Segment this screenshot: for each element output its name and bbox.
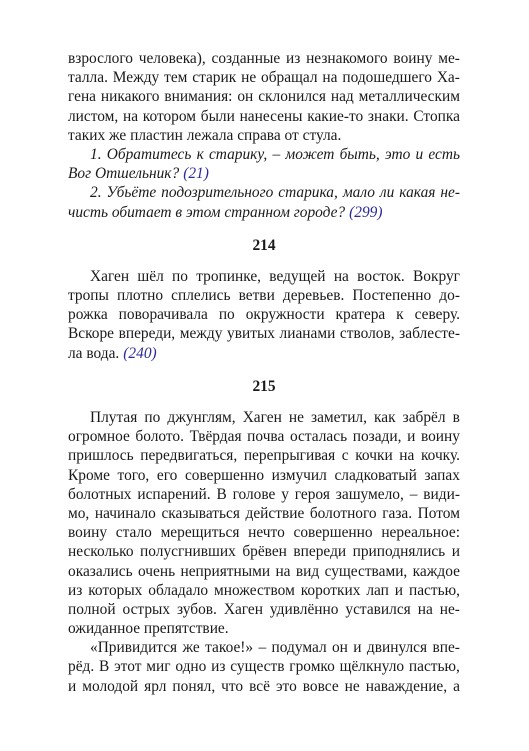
section-link-240[interactable]: (240) <box>123 344 157 362</box>
text-line: Плутая по джунглям, Хаген не заметил, как забрёл в <box>90 409 460 426</box>
choice-option-1 <box>68 145 460 183</box>
paragraph <box>68 408 460 638</box>
section-link-299[interactable]: (299) <box>349 203 383 221</box>
text-line: тропы плотно сплелись ветви деревьев. Постепенно до- <box>68 287 460 305</box>
text-line: Кроме того, его совершенно измучил сладковатый запах <box>68 466 460 484</box>
paragraph <box>68 49 460 145</box>
section-link-21[interactable]: (21) <box>183 165 209 183</box>
text-line: Вскоре впереди, между увитых лианами стволов, заблесте- <box>68 325 460 343</box>
text-line: взрослого человека), созданные из незнакомого воину ме- <box>68 50 460 67</box>
paragraph-text: ла вода. <box>68 344 120 362</box>
text-line: листом, на котором были нанесены какие-то знаки. Стопка <box>68 107 460 125</box>
text-line <box>68 203 460 222</box>
paragraph <box>68 638 460 696</box>
text-line: 2. Убьёте подозрительного старика, мало ли какая не- <box>90 184 460 202</box>
paragraph <box>68 267 460 363</box>
text-line <box>68 164 460 183</box>
text-line: 1. Обратитесь к старику, – может быть, это и есть <box>90 145 460 163</box>
text-line: воину стало мерещиться нечто совершенно нереальное: <box>68 524 460 542</box>
choice-text: Вог Отшельник? <box>68 165 180 183</box>
text-line: болотных испарений. В голове у героя зашумело, – види- <box>68 485 460 503</box>
page-text <box>68 49 460 696</box>
text-line: «Привидится же такое!» – подумал он и двинулся впе- <box>90 639 460 657</box>
text-line: рёд. В этот миг одно из существ громко щёлкнуло пастью, <box>68 658 460 676</box>
text-line: огромное болото. Твёрдая почва осталась позади, и воину <box>68 428 460 446</box>
text-line: оказались очень неприятными на вид существами, каждое <box>68 562 460 580</box>
section-heading-214: 214 <box>252 236 276 254</box>
text-line: рожка поворачивала по окружности кратера к северу. <box>68 306 460 324</box>
text-line: пришлось передвигаться, перепрыгивая с кочки на кочку. <box>68 447 460 465</box>
text-line: талла. Между тем старик не обращал на подошедшего Ха- <box>68 69 460 87</box>
text-line: гена никакого внимания: он склонился над металлическим <box>68 88 460 106</box>
text-line: мо, начинало сказываться действие болотного газа. Потом <box>68 504 460 522</box>
text-line <box>68 344 460 363</box>
choice-text: чисть обитает в этом странном городе? <box>68 203 346 221</box>
text-line: полной острых зубов. Хаген удивлённо уставился на не- <box>68 600 460 618</box>
text-line: несколько полусгнивших брёвен впереди приподнялись и <box>68 543 460 561</box>
section-heading-215: 215 <box>252 377 276 395</box>
choice-option-2 <box>68 183 460 221</box>
text-line: таких же пластин лежала справа от стула. <box>68 126 342 144</box>
text-line: Хаген шёл по тропинке, ведущей на восток. Вокруг <box>90 267 460 285</box>
text-line: и молодой ярл понял, что всё это вовсе не наваждение, а <box>68 677 460 695</box>
text-line: ожиданное препятствие. <box>68 620 229 638</box>
text-line: из которых обладало множеством коротких лап и пастью, <box>68 581 460 599</box>
